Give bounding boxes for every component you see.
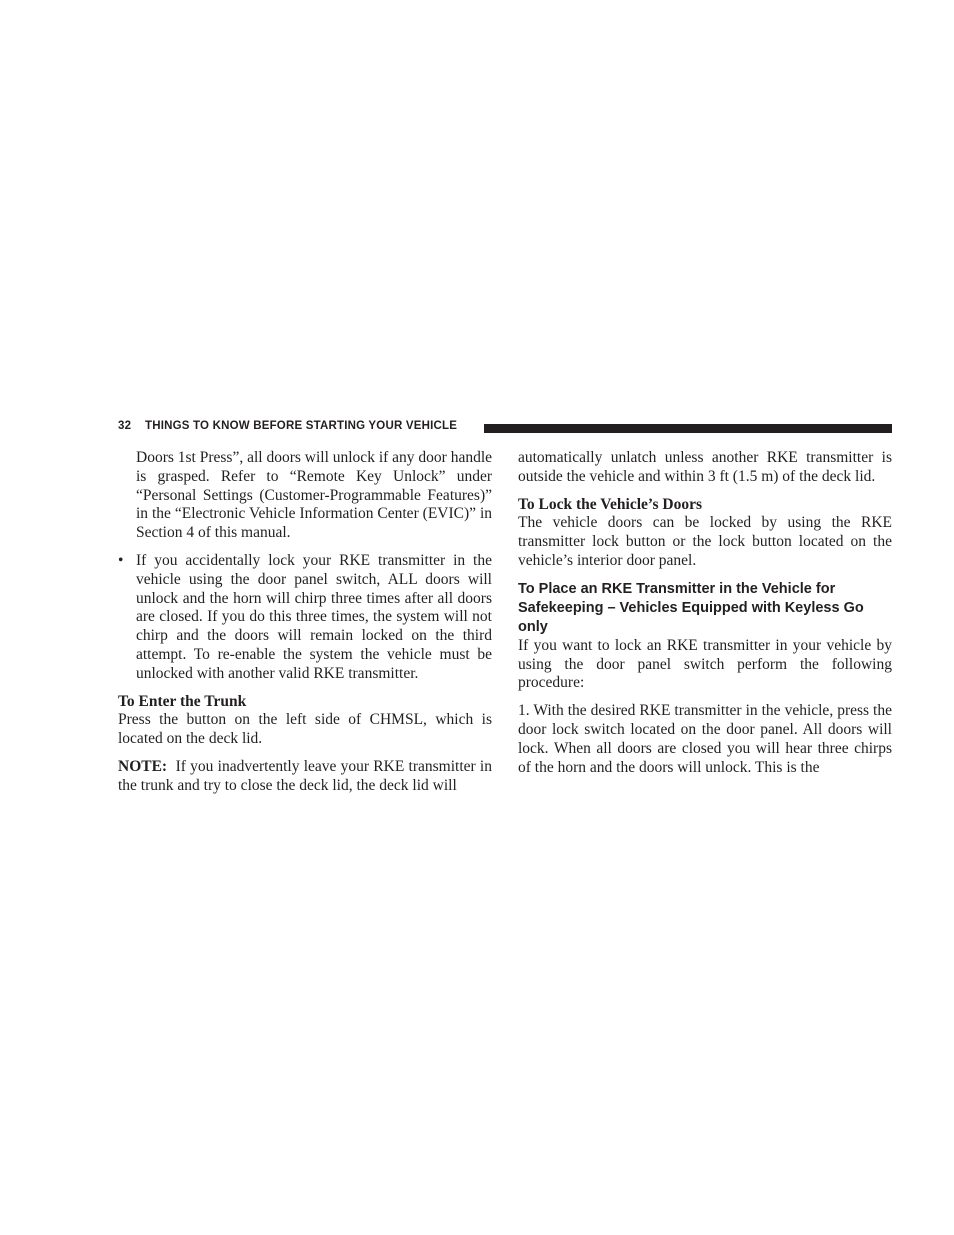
note-text: If you inadvertently leave your RKE transmitter in the trunk and try to close the deck lid, the deck lid will	[118, 757, 492, 794]
right-column	[518, 449, 892, 777]
safekeeping-heading: To Place an RKE Transmitter in the Vehicle for Safekeeping – Vehicles Equipped with Keyless Go only	[518, 580, 864, 635]
lock-text: The vehicle doors can be locked by using the RKE transmitter lock button or the lock button located on the vehicle’s interior door panel.	[518, 514, 892, 569]
header-rule	[484, 424, 892, 433]
section-title: THINGS TO KNOW BEFORE STARTING YOUR VEHICLE	[145, 420, 458, 432]
page-header	[118, 419, 892, 435]
safekeeping-intro: If you want to lock an RKE transmitter in your vehicle by using the door panel switch perform the following procedure:	[518, 636, 892, 692]
trunk-heading: To Enter the Trunk	[118, 692, 247, 710]
list-item	[118, 552, 492, 684]
page-number: 32	[118, 420, 132, 432]
left-column	[118, 449, 492, 796]
bullet-icon: •	[118, 551, 124, 569]
lock-heading: To Lock the Vehicle’s Doors	[518, 495, 703, 513]
step-1-text: 1. With the desired RKE transmitter in the vehicle, press the door lock switch located on the door panel. All doors will lock. When all doors are closed you will hear three chirps of the horn and the doors will unlock. This is the	[518, 702, 892, 776]
note-paragraph	[118, 758, 492, 796]
note-continued: automatically unlatch unless another RKE transmitter is outside the vehicle and within 3 ft (1.5 m) of the deck lid.	[518, 449, 892, 485]
note-label: NOTE:	[118, 757, 168, 775]
bullet-text: If you accidentally lock your RKE transmitter in the vehicle using the door panel switch, ALL doors will unlock and the horn will chirp three times after all doors are closed. If you do this three times, the system will not chirp and the doors will remain locked on the third attempt. To re-enable the system the vehicle must be unlocked with another valid RKE transmitter.	[136, 551, 492, 682]
trunk-text: Press the button on the left side of CHMSL, which is located on the deck lid.	[118, 711, 492, 748]
continued-paragraph: Doors 1st Press”, all doors will unlock if any door handle is grasped. Refer to “Remote Key Unlock” under “Personal Settings (Customer-Programmable Features)” in the “Electronic Vehicle Information Center (EVIC)” in Section 4 of this manual.	[136, 449, 493, 542]
